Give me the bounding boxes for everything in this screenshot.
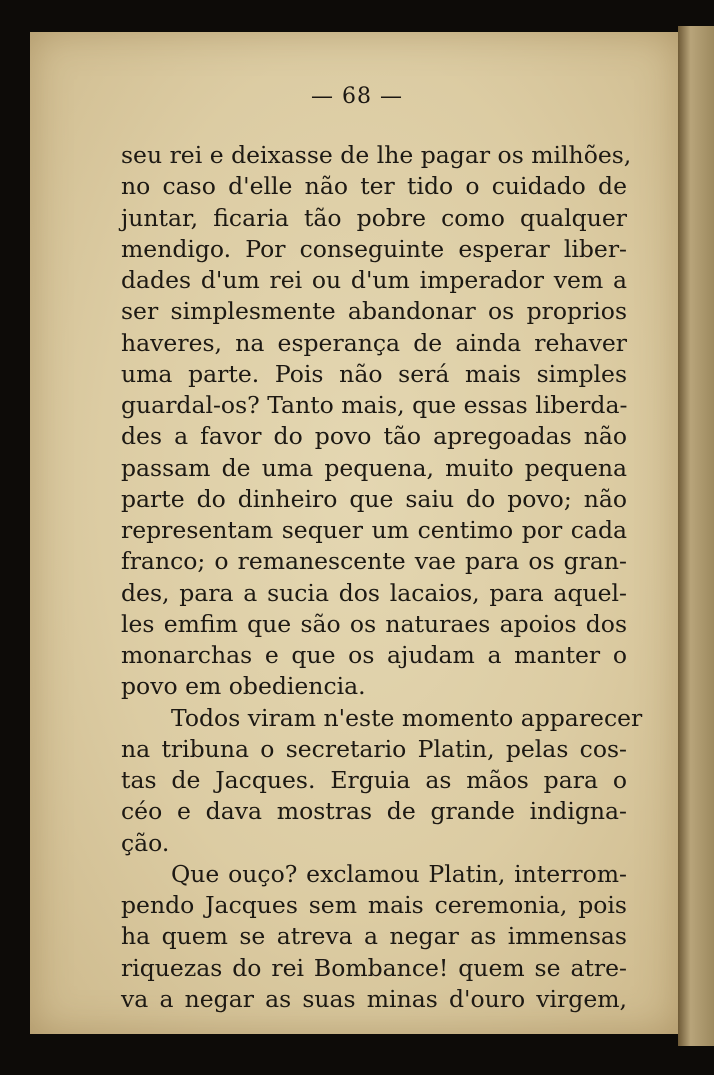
text-line: ha quem se atreva a negar as immensas (121, 922, 627, 951)
text-line: ção. (121, 828, 170, 857)
text-line: representam sequer um centimo por cada (121, 516, 627, 544)
text-line: pendo Jacques sem mais ceremonia, pois (121, 891, 627, 919)
text-line: riquezas do rei Bombance! quem se atre- (121, 953, 627, 982)
text-line: franco; o remanescente vae para os gran- (121, 547, 627, 576)
text-line: povo em obediencia. (121, 672, 366, 701)
text-line: ser simplesmente abandonar os proprios (121, 297, 627, 326)
text-line: dades d'um rei ou d'um imperador vem a (121, 266, 627, 294)
text-line: Todos viram n'este momento apparecer (171, 703, 643, 732)
page-body-text (121, 140, 643, 1015)
text-line: na tribuna o secretario Platin, pelas cos- (121, 734, 627, 763)
text-line: Que ouço? exclamou Platin, interrom- (171, 859, 627, 888)
text-line: des, para a sucia dos lacaios, para aquel- (121, 578, 627, 607)
text-line: haveres, na esperança de ainda rehaver (121, 328, 627, 357)
text-line: no caso d'elle não ter tido o cuidado de (121, 172, 627, 201)
adjacent-page-edge (678, 26, 714, 1046)
text-line: passam de uma pequena, muito pequena (121, 453, 627, 482)
text-line: guardal-os? Tanto mais, que essas liberda- (121, 391, 628, 419)
text-line: monarchas e que os ajudam a manter o (121, 641, 627, 669)
text-line: seu rei e deixasse de lhe pagar os milhões, (121, 141, 632, 169)
text-line: les emfim que são os naturaes apoios dos (121, 609, 627, 638)
text-line: mendigo. Por conseguinte esperar liber- (121, 234, 627, 263)
text-line: tas de Jacques. Erguia as mãos para o (121, 766, 627, 794)
text-line: juntar, ficaria tão pobre como qualquer (121, 203, 627, 232)
page-number: — 68 — (311, 84, 403, 109)
text-line: va a negar as suas minas d'ouro virgem, (121, 984, 627, 1013)
text-line: uma parte. Pois não será mais simples (121, 359, 627, 388)
text-line: céo e dava mostras de grande indigna- (121, 797, 627, 826)
text-line: parte do dinheiro que saiu do povo; não (121, 484, 627, 513)
text-line: des a favor do povo tão apregoadas não (121, 422, 627, 451)
